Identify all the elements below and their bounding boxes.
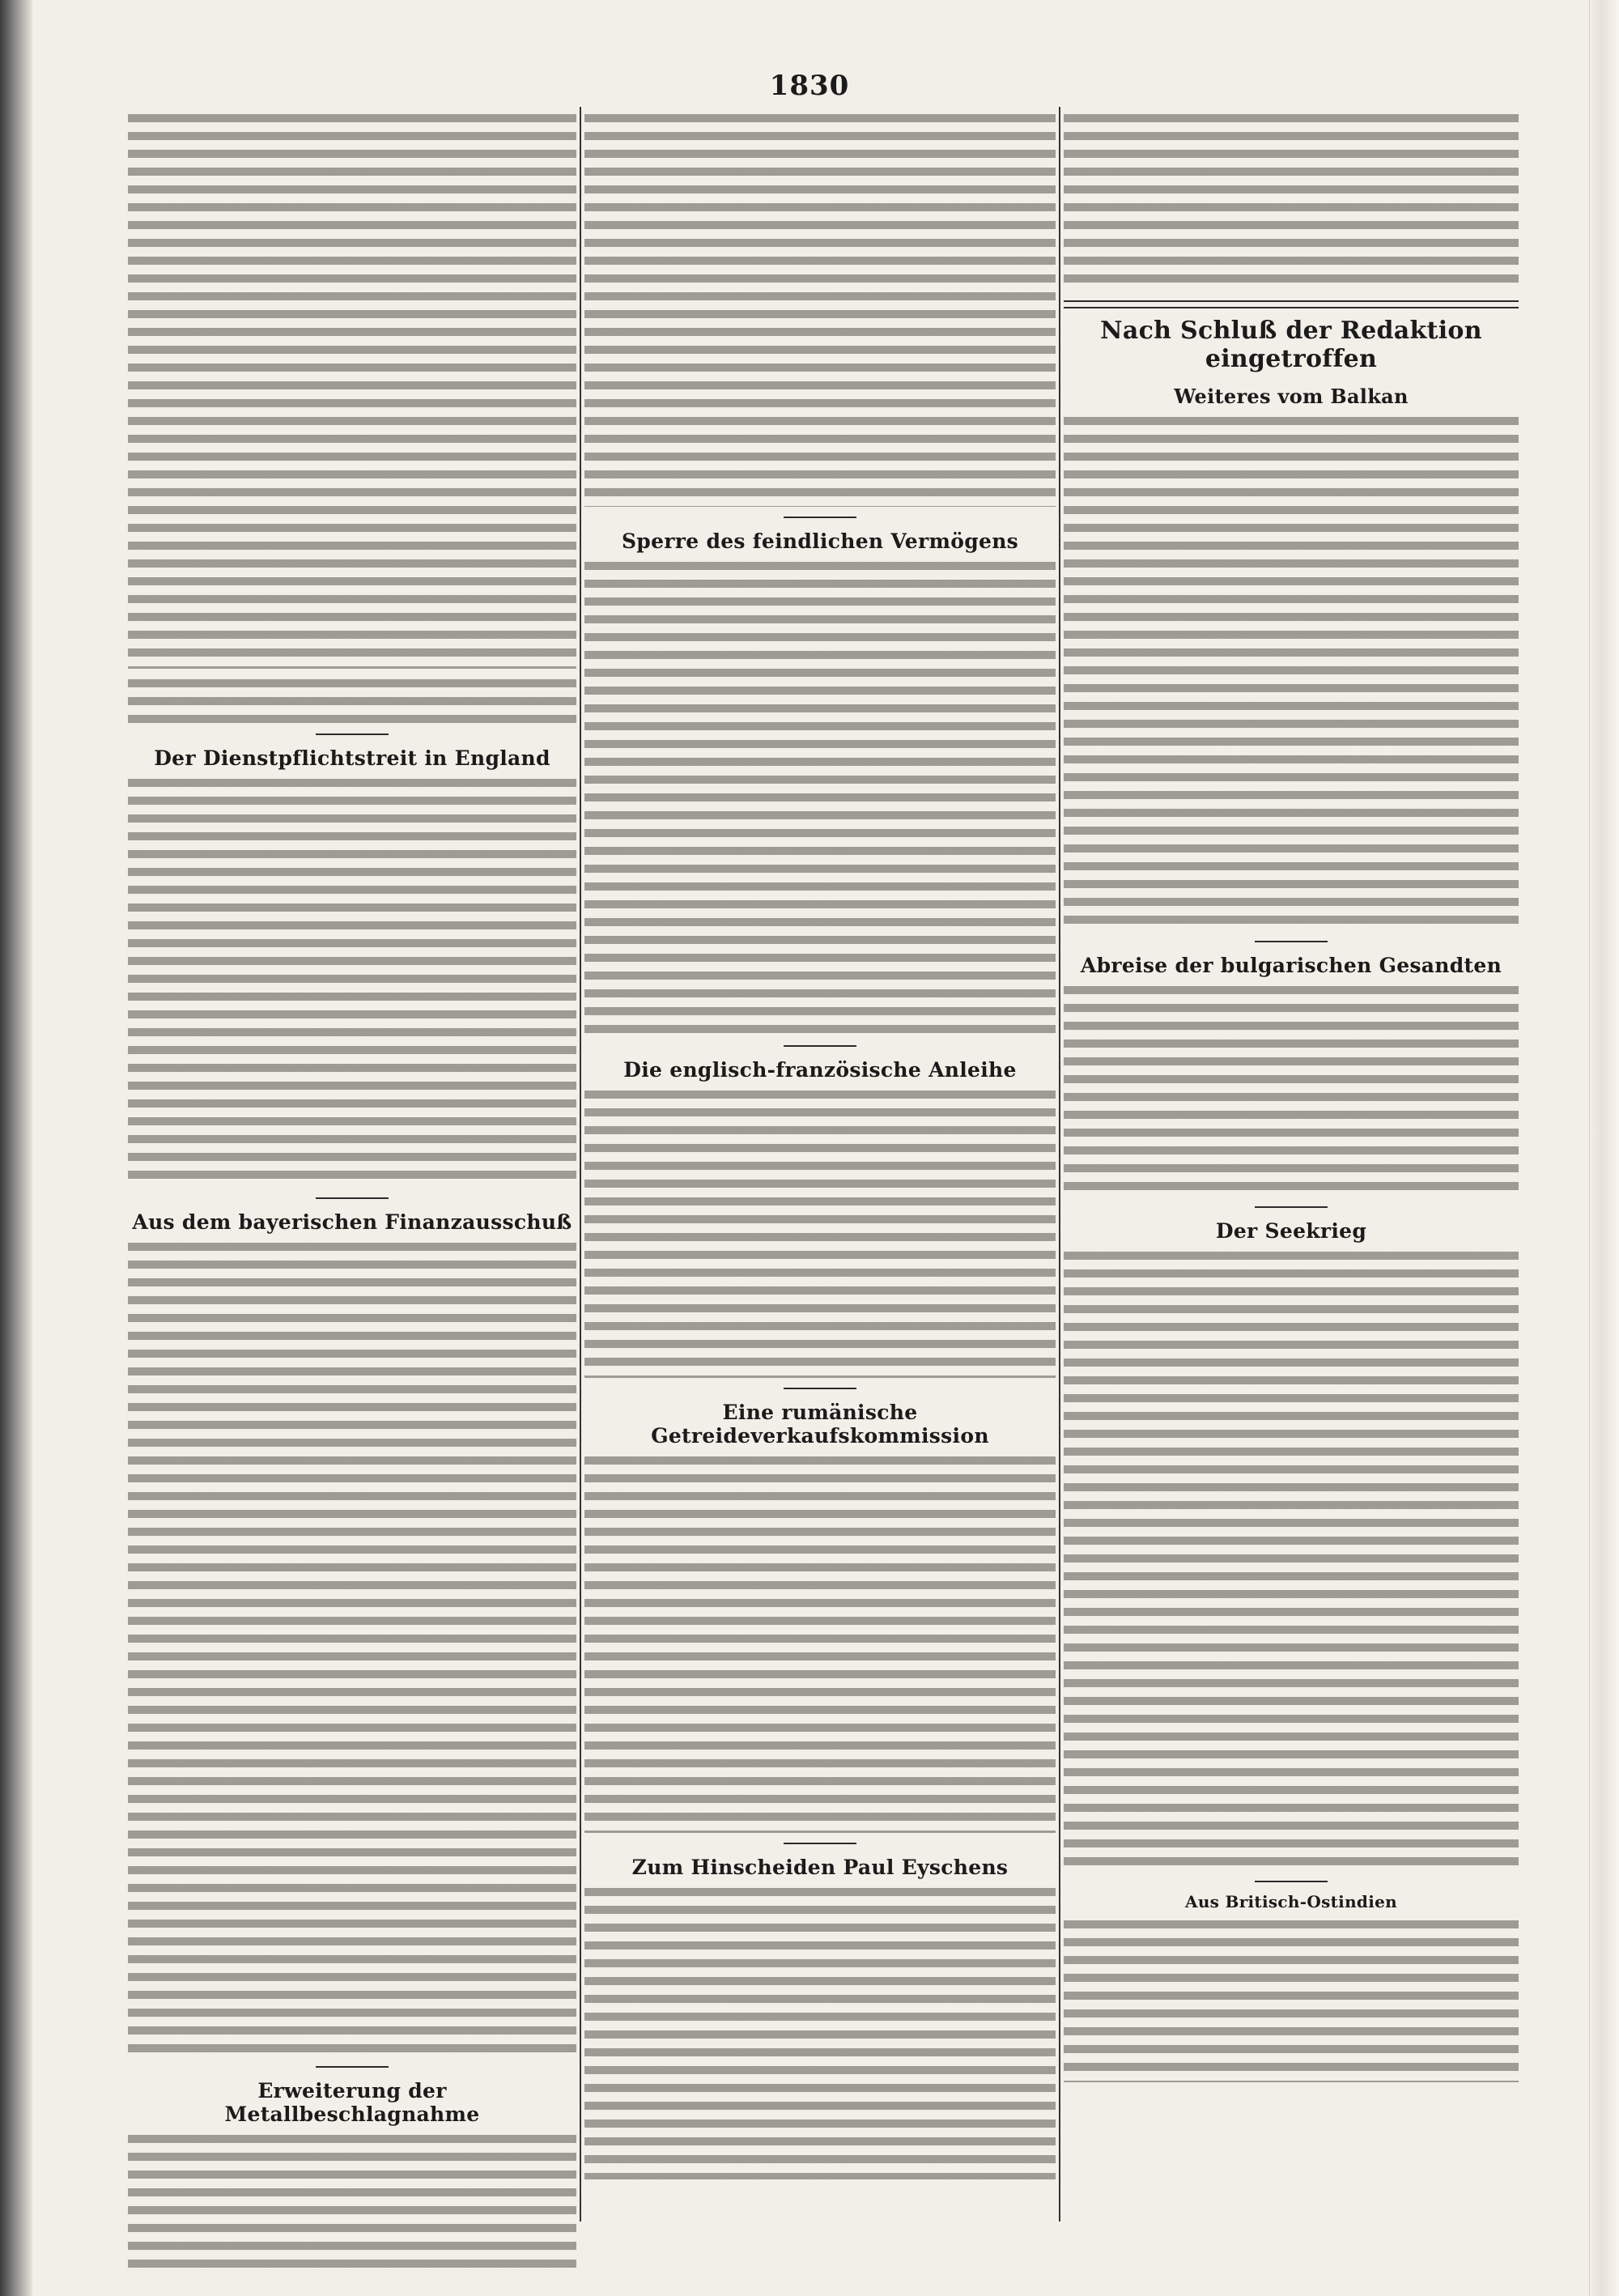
article-text-seekrieg [1064, 1248, 1519, 1871]
article-text-metallbeschlagnahme [128, 2131, 576, 2277]
article-text-finanzausschuss [128, 1239, 576, 2056]
article-text-loan-subscription [128, 110, 576, 669]
article-text-ostindien [1064, 1916, 1519, 2082]
article-text-sperre [584, 558, 1056, 1035]
column-1 [128, 107, 576, 2222]
headline-englisch-franzoesische-anleihe: Die englisch-französische Anleihe [623, 1058, 1017, 1082]
page-number: 1830 [769, 70, 850, 102]
headline-dienstpflichtstreit: Der Dienstpflichtstreit in England [154, 746, 550, 770]
separator [784, 1045, 856, 1047]
article-text-gesandten [1064, 982, 1519, 1197]
column-3 [1064, 107, 1519, 2222]
column-divider [580, 107, 581, 2222]
headline-der-seekrieg: Der Seekrieg [1215, 1219, 1367, 1243]
article-text-getreidekommission [584, 1452, 1056, 1833]
headline-weiteres-vom-balkan: Weiteres vom Balkan [1174, 385, 1409, 408]
column-divider [1059, 107, 1060, 2222]
separator [1255, 941, 1328, 942]
article-text-balkan [1064, 413, 1519, 931]
article-text-anleihe [584, 1086, 1056, 1378]
headline-britisch-ostindien: Aus Britisch-Ostindien [1185, 1892, 1397, 1911]
article-text-eyschen-continued [1064, 110, 1519, 292]
separator [316, 1197, 389, 1199]
headline-metallbeschlagnahme: Erweiterung der Metallbeschlagnahme [224, 2079, 480, 2126]
article-text-metallbeschlagnahme-continued [584, 110, 1056, 507]
separator [316, 2066, 389, 2068]
column-2 [584, 107, 1056, 2222]
headline-rumaenische-getreideverkaufskommission: Eine rumänische Getreideverkaufskommission [651, 1401, 989, 1448]
headline-nach-schluss-der-redaktion: Nach Schluß der Redaktion eingetroffen [1100, 317, 1482, 373]
separator [1255, 1881, 1328, 1882]
headline-hinscheiden-paul-eyschens: Zum Hinscheiden Paul Eyschens [631, 1856, 1009, 1879]
separator [316, 733, 389, 735]
headline-abreise-bulgarische-gesandten: Abreise der bulgarischen Gesandten [1080, 954, 1502, 977]
headline-bayerischer-finanzausschuss: Aus dem bayerischen Finanzausschuß [132, 1210, 572, 1234]
article-text-loan-payments [128, 675, 576, 724]
section-separator [1064, 300, 1519, 308]
separator [784, 1388, 856, 1389]
separator [1255, 1206, 1328, 1208]
headline-sperre-feindliches-vermoegen: Sperre des feindlichen Vermögens [621, 529, 1019, 553]
page-spine-shadow [0, 0, 32, 2296]
article-text-eyschen [584, 1884, 1056, 2179]
separator [784, 1843, 856, 1844]
next-page-edge [1589, 0, 1619, 2296]
separator [784, 517, 856, 518]
article-text-dienstpflichtstreit [128, 775, 576, 1188]
